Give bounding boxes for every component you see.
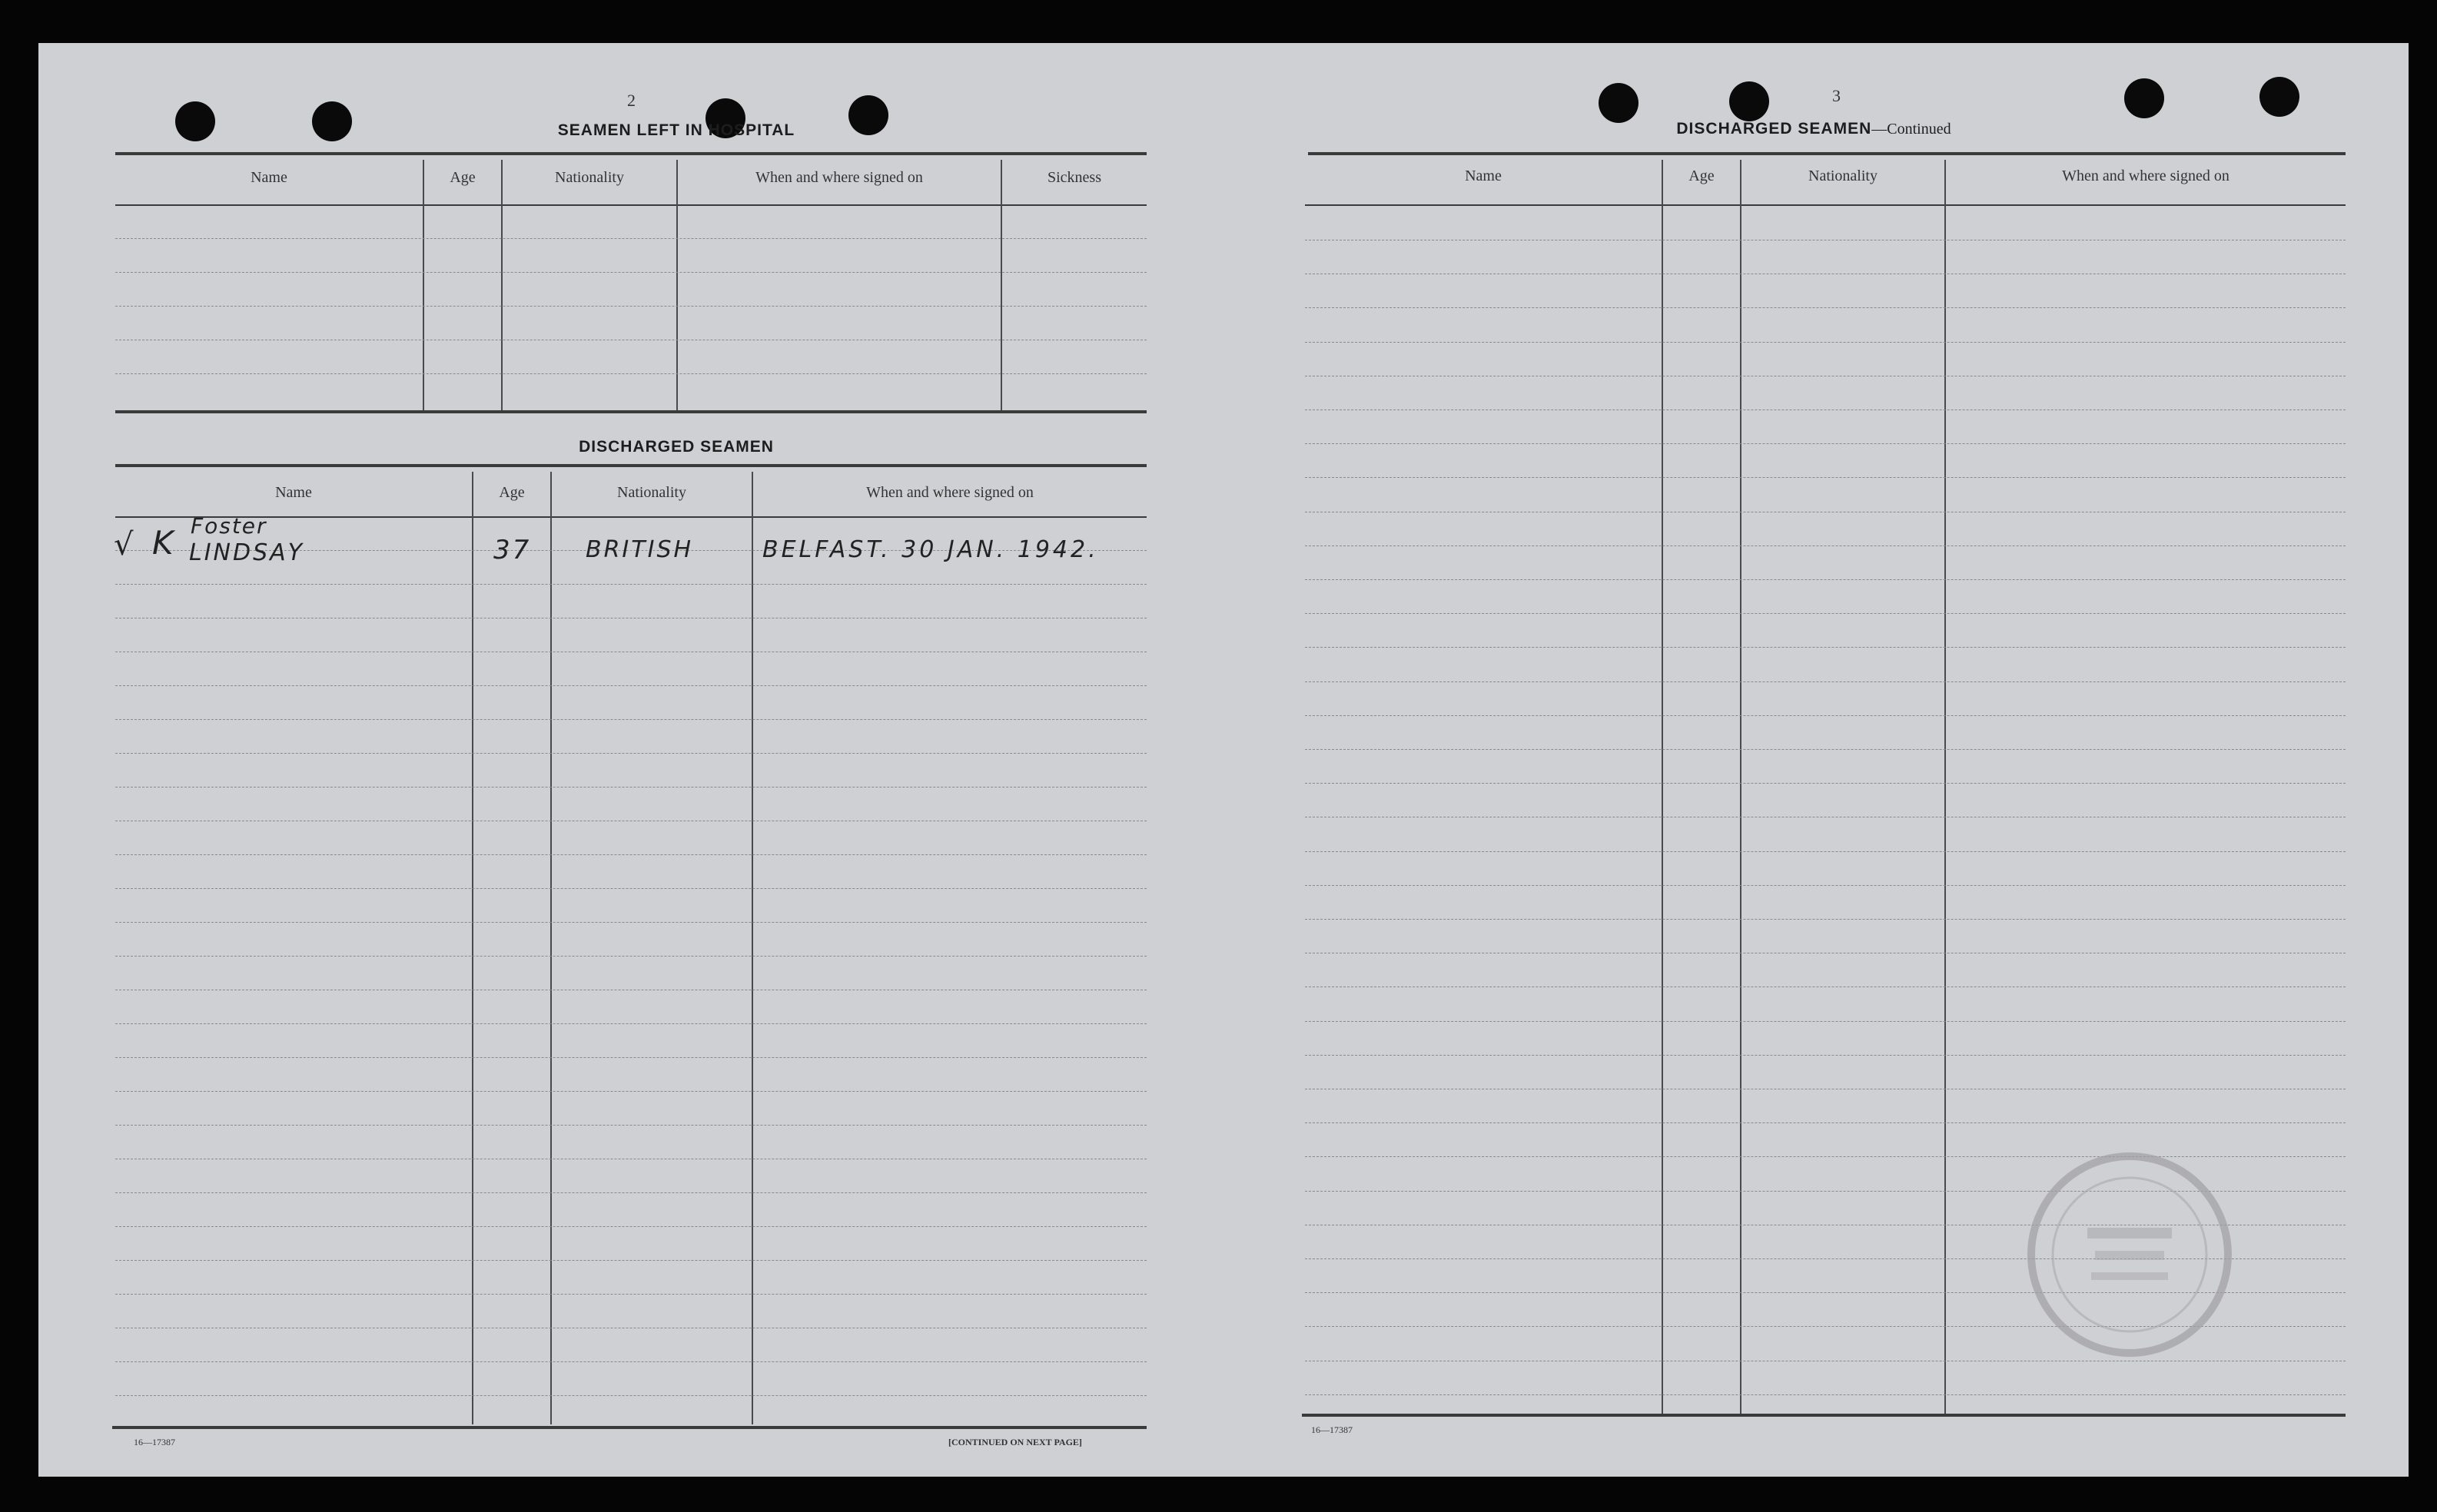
column-header-nationality: Nationality [555,169,624,186]
section-title-suffix: —Continued [1871,121,1951,138]
column-divider [752,472,753,1424]
header-rule [115,516,1147,518]
row-line [1305,919,2346,920]
row-line [115,306,1147,307]
punch-hole [175,101,215,141]
column-header-age: Age [450,169,476,186]
column-header-age: Age [499,484,525,501]
row-line [115,922,1147,923]
row-line [1305,1055,2346,1056]
manifest-sheet [38,43,2409,1477]
row-line [1305,681,2346,682]
row-line [115,1023,1147,1024]
column-header-name: Name [1465,167,1502,184]
row-line [1305,1394,2346,1395]
column-header-sickness: Sickness [1048,169,1101,186]
row-line [1305,477,2346,478]
column-header-age: Age [1688,167,1715,184]
row-line [115,1057,1147,1058]
name-insertion: Foster [191,513,267,539]
punch-hole [1729,81,1769,121]
row-line [1305,342,2346,343]
row-line [115,787,1147,788]
row-line [115,1294,1147,1295]
column-header-signed-on: When and where signed on [866,484,1034,501]
row-line [115,272,1147,273]
row-line [115,1226,1147,1227]
form-number: 16—17387 [134,1437,175,1447]
column-header-nationality: Nationality [617,484,686,501]
column-header-nationality: Nationality [1808,167,1878,184]
row-line [1305,307,2346,308]
row-line [115,1125,1147,1126]
page-number: 3 [1832,86,1841,105]
seaman-nationality: BRITISH [586,536,694,563]
row-line [115,956,1147,957]
row-line [1305,986,2346,987]
punch-hole [312,101,352,141]
table-bottom-rule [115,410,1147,413]
row-line [1305,647,2346,648]
row-line [1305,783,2346,784]
row-line [115,1395,1147,1396]
row-line [1305,749,2346,750]
row-line [115,719,1147,720]
header-rule [115,204,1147,206]
row-line [115,685,1147,686]
row-line [1305,1156,2346,1157]
row-line [1305,885,2346,886]
table-top-rule [115,152,1147,155]
table-bottom-rule [112,1426,1147,1429]
row-line [1305,715,2346,716]
table-top-rule [115,464,1147,467]
continued-note: [CONTINUED ON NEXT PAGE] [948,1437,1082,1447]
discharged-continued-title [1545,120,2083,138]
page-number: 2 [627,91,636,110]
punch-hole [2259,77,2299,117]
row-line [115,753,1147,754]
punch-hole [2124,78,2164,118]
column-header-name: Name [275,484,312,501]
row-line [1305,443,2346,444]
table-top-rule [1308,152,2346,155]
check-mark: √ [114,527,136,562]
row-line [115,1260,1147,1261]
row-line [115,373,1147,374]
seaman-age: 37 [493,535,532,565]
column-divider [550,472,552,1424]
column-divider [1740,160,1741,1414]
row-line [115,854,1147,855]
row-line [115,888,1147,889]
row-line [115,1361,1147,1362]
row-line [1305,851,2346,852]
row-line [115,1091,1147,1092]
discharged-section-title: DISCHARGED SEAMEN [579,438,774,456]
column-header-name: Name [251,169,287,186]
row-line [1305,1122,2346,1123]
row-line [1305,545,2346,546]
column-divider [1662,160,1663,1414]
section-title-text: DISCHARGED SEAMEN [1676,120,1872,138]
row-line [115,238,1147,239]
header-rule [1305,204,2346,206]
signed-on-entry: BELFAST. 30 JAN. 1942. [762,536,1099,563]
form-number: 16—17387 [1311,1424,1353,1435]
hospital-section-title: SEAMEN LEFT IN HOSPITAL [557,121,795,139]
table-bottom-rule [1302,1414,2346,1417]
column-header-signed-on: When and where signed on [2062,167,2229,184]
inspection-stamp [2018,1143,2241,1366]
column-divider [1944,160,1946,1414]
seaman-surname: LINDSAY [189,539,304,566]
row-line [1305,613,2346,614]
punch-hole [1599,83,1639,123]
row-line [1305,1021,2346,1022]
row-line [115,1192,1147,1193]
name-initial: K [152,524,176,562]
row-line [1305,579,2346,580]
column-divider [472,472,473,1424]
row-line [115,584,1147,585]
column-header-signed-on: When and where signed on [755,169,923,186]
